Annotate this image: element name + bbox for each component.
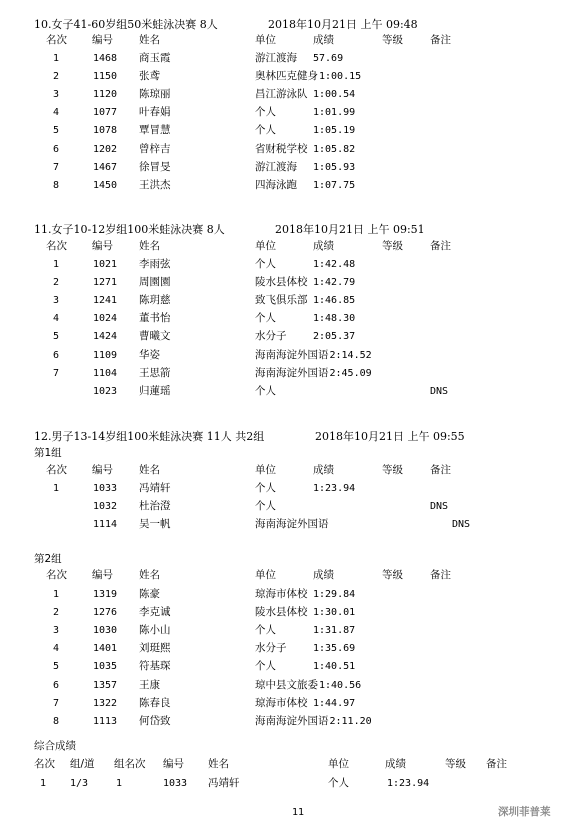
column-header: 编号 <box>163 758 184 770</box>
column-header: 等级 <box>445 758 466 770</box>
row-id: 1467 <box>93 161 118 173</box>
row-rank: 1 <box>53 589 60 600</box>
row-unit: 奥林匹克健身 <box>255 70 318 83</box>
row-time: 1:48.30 <box>313 313 356 325</box>
column-header: 编号 <box>92 34 113 46</box>
row-time: 2:05.37 <box>313 331 356 343</box>
row-rank: 3 <box>53 89 60 101</box>
row-name: 冯靖轩 <box>208 777 240 789</box>
column-header: 姓名 <box>208 758 229 770</box>
column-header: 编号 <box>92 240 113 252</box>
row-unit: 个人 <box>255 312 276 325</box>
row-unit: 致飞俱乐部 <box>255 294 308 307</box>
column-header: 单位 <box>255 240 276 252</box>
column-header: 成绩 <box>313 240 334 252</box>
row-time: 1:23.94 <box>387 778 430 789</box>
row-id: 1276 <box>93 607 118 619</box>
row-lane: 1/3 <box>70 778 89 789</box>
row-name: 张鸢 <box>139 70 160 83</box>
row-name: 陈豪 <box>139 588 160 600</box>
row-id: 1241 <box>93 295 118 307</box>
row-note: DNS <box>452 519 471 531</box>
row-unit: 水分子 <box>255 642 287 655</box>
row-id: 1024 <box>93 313 118 325</box>
row-id: 1035 <box>93 661 118 673</box>
row-rank: 6 <box>53 143 60 155</box>
column-header: 成绩 <box>313 34 334 46</box>
row-name: 陈小山 <box>139 624 171 637</box>
row-name: 徐冒旻 <box>139 160 171 173</box>
event-title: 12.男子13-14岁组100米蛙泳决赛 11人 共2组 <box>34 430 265 443</box>
row-id: 1078 <box>93 125 118 137</box>
column-header: 等级 <box>382 569 403 581</box>
row-rank: 4 <box>53 107 60 119</box>
column-header: 单位 <box>255 569 276 581</box>
row-note: DNS <box>430 501 449 513</box>
row-id: 1120 <box>93 89 118 101</box>
row-unit: 游江渡海 <box>255 52 297 64</box>
row-time: 1:07.75 <box>313 179 356 191</box>
row-name: 李克诚 <box>139 606 171 619</box>
row-rank: 7 <box>53 161 60 173</box>
row-rank: 7 <box>53 367 60 379</box>
row-rank: 2 <box>53 277 60 289</box>
group-label: 第1组 <box>34 447 62 459</box>
row-rank: 5 <box>53 661 60 673</box>
row-unit: 琼海市体校 <box>255 696 308 709</box>
row-name: 王洪杰 <box>139 178 171 191</box>
row-group-rank: 1 <box>116 778 123 789</box>
column-header: 单位 <box>255 464 276 476</box>
row-time: 1:29.84 <box>313 589 356 600</box>
row-id: 1021 <box>93 259 118 270</box>
row-name: 陈玥慈 <box>139 294 171 307</box>
row-unit: 个人 <box>255 482 276 494</box>
row-id: 1113 <box>93 715 118 727</box>
row-rank: 2 <box>53 607 60 619</box>
row-time: 1:05.93 <box>313 161 356 173</box>
column-header: 等级 <box>382 34 403 46</box>
row-time: 1:40.51 <box>313 661 356 673</box>
row-name: 周園園 <box>139 276 171 289</box>
row-id: 1104 <box>93 367 118 379</box>
row-rank: 1 <box>53 259 60 270</box>
row-name: 华姿 <box>139 348 160 361</box>
row-rank: 8 <box>53 715 60 727</box>
row-id: 1033 <box>163 778 188 789</box>
row-rank: 4 <box>53 313 60 325</box>
column-header: 编号 <box>92 569 113 581</box>
row-id: 1033 <box>93 483 118 494</box>
row-unit: 琼中县文旅委 <box>255 678 318 691</box>
row-rank: 4 <box>53 643 60 655</box>
column-header: 组名次 <box>114 758 146 770</box>
column-header: 名次 <box>46 34 67 46</box>
row-id: 1450 <box>93 179 118 191</box>
row-rank: 5 <box>53 331 60 343</box>
row-rank: 1 <box>53 483 60 494</box>
row-id: 1077 <box>93 107 118 119</box>
column-header: 名次 <box>46 569 67 581</box>
event-datetime: 2018年10月21日 上午 09:55 <box>315 430 465 443</box>
row-id: 1030 <box>93 625 118 637</box>
row-time: 1:42.79 <box>313 277 356 289</box>
row-time: 2:45.09 <box>329 367 372 379</box>
column-header: 姓名 <box>139 464 160 476</box>
row-id: 1023 <box>93 385 118 397</box>
column-header: 备注 <box>430 464 451 476</box>
row-name: 吴一帆 <box>139 518 171 531</box>
row-time: 1:42.48 <box>313 259 356 270</box>
row-name: 曾梓吉 <box>139 142 171 155</box>
row-rank: 3 <box>53 295 60 307</box>
column-header: 备注 <box>430 34 451 46</box>
row-name: 李雨弦 <box>139 258 171 270</box>
column-header: 单位 <box>255 34 276 46</box>
row-time: 1:01.99 <box>313 107 356 119</box>
column-header: 成绩 <box>313 569 334 581</box>
row-time: 1:40.56 <box>319 679 362 691</box>
row-name: 商玉霞 <box>139 52 171 64</box>
event-datetime: 2018年10月21日 上午 09:51 <box>275 223 425 236</box>
row-unit: 海南海淀外国语 <box>255 348 329 361</box>
row-name: 曹曦文 <box>139 330 171 343</box>
row-rank: 6 <box>53 679 60 691</box>
row-name: 刘珽熙 <box>139 642 171 655</box>
row-name: 符基琛 <box>139 660 171 673</box>
row-time: 1:05.19 <box>313 125 356 137</box>
column-header: 等级 <box>382 240 403 252</box>
row-time: 1:23.94 <box>313 483 356 494</box>
column-header: 成绩 <box>313 464 334 476</box>
row-name: 何岱致 <box>139 714 171 727</box>
row-name: 叶春娟 <box>139 106 171 119</box>
column-header: 成绩 <box>385 758 406 770</box>
column-header: 单位 <box>328 758 349 770</box>
row-unit: 海南海淀外国语 <box>255 518 329 531</box>
row-id: 1357 <box>93 679 118 691</box>
row-name: 陈琼丽 <box>139 88 171 101</box>
column-header: 姓名 <box>139 240 160 252</box>
row-unit: 个人 <box>255 384 276 397</box>
row-rank: 6 <box>53 349 60 361</box>
row-time: 1:35.69 <box>313 643 356 655</box>
row-id: 1202 <box>93 143 118 155</box>
event-title: 10.女子41-60岁组50米蛙泳决赛 8人 <box>34 18 218 31</box>
row-name: 覃冒慧 <box>139 124 171 137</box>
row-time: 1:00.54 <box>313 89 356 101</box>
row-time: 1:00.15 <box>319 71 362 83</box>
row-time: 2:14.52 <box>329 349 372 361</box>
row-unit: 个人 <box>255 106 276 119</box>
row-unit: 四海泳跑 <box>255 178 297 191</box>
row-name: 归蓮瑶 <box>139 384 171 397</box>
column-header: 备注 <box>430 569 451 581</box>
row-rank: 8 <box>53 179 60 191</box>
row-id: 1322 <box>93 697 118 709</box>
row-unit: 海南海淀外国语 <box>255 366 329 379</box>
row-id: 1114 <box>93 519 118 531</box>
row-time: 1:46.85 <box>313 295 356 307</box>
row-unit: 海南海淀外国语 <box>255 714 329 727</box>
row-unit: 个人 <box>255 624 276 637</box>
row-time: 57.69 <box>313 53 344 64</box>
row-rank: 1 <box>40 778 47 789</box>
event-datetime: 2018年10月21日 上午 09:48 <box>268 18 418 31</box>
row-time: 1:05.82 <box>313 143 356 155</box>
row-unit: 个人 <box>255 500 276 513</box>
row-name: 王思箭 <box>139 366 171 379</box>
row-id: 1319 <box>93 589 118 600</box>
row-time: 2:11.20 <box>329 715 372 727</box>
row-id: 1468 <box>93 53 118 64</box>
column-header: 备注 <box>486 758 507 770</box>
row-time: 1:44.97 <box>313 697 356 709</box>
row-name: 陈春良 <box>139 696 171 709</box>
row-rank: 3 <box>53 625 60 637</box>
row-id: 1424 <box>93 331 118 343</box>
row-id: 1271 <box>93 277 118 289</box>
row-rank: 2 <box>53 71 60 83</box>
row-id: 1150 <box>93 71 118 83</box>
column-header: 名次 <box>34 758 55 770</box>
column-header: 备注 <box>430 240 451 252</box>
row-rank: 5 <box>53 125 60 137</box>
row-unit: 琼海市体校 <box>255 588 308 600</box>
row-name: 杜治澄 <box>139 500 171 513</box>
column-header: 编号 <box>92 464 113 476</box>
page-number: 11 <box>292 807 305 818</box>
combined-title: 综合成绩 <box>34 740 76 752</box>
row-unit: 水分子 <box>255 330 287 343</box>
watermark: 深圳菲普莱 <box>498 806 551 818</box>
row-unit: 游江渡海 <box>255 160 297 173</box>
column-header: 姓名 <box>139 34 160 46</box>
row-id: 1401 <box>93 643 118 655</box>
row-name: 王康 <box>139 678 160 691</box>
row-unit: 个人 <box>255 258 276 270</box>
column-header: 组/道 <box>70 758 95 770</box>
group-label: 第2组 <box>34 553 62 565</box>
row-unit: 昌江游泳队 <box>255 88 308 101</box>
row-time: 1:30.01 <box>313 607 356 619</box>
row-id: 1032 <box>93 501 118 513</box>
row-rank: 1 <box>53 53 60 64</box>
row-id: 1109 <box>93 349 118 361</box>
row-rank: 7 <box>53 697 60 709</box>
column-header: 名次 <box>46 464 67 476</box>
column-header: 名次 <box>46 240 67 252</box>
column-header: 姓名 <box>139 569 160 581</box>
row-note: DNS <box>430 385 449 397</box>
row-unit: 个人 <box>328 777 349 789</box>
row-unit: 陵水县体校 <box>255 276 308 289</box>
row-name: 董书怡 <box>139 312 171 325</box>
column-header: 等级 <box>382 464 403 476</box>
row-name: 冯靖轩 <box>139 482 171 494</box>
row-time: 1:31.87 <box>313 625 356 637</box>
row-unit: 陵水县体校 <box>255 606 308 619</box>
row-unit: 个人 <box>255 660 276 673</box>
event-title: 11.女子10-12岁组100米蛙泳决赛 8人 <box>34 223 225 236</box>
row-unit: 个人 <box>255 124 276 137</box>
row-unit: 省财税学校 <box>255 142 308 155</box>
